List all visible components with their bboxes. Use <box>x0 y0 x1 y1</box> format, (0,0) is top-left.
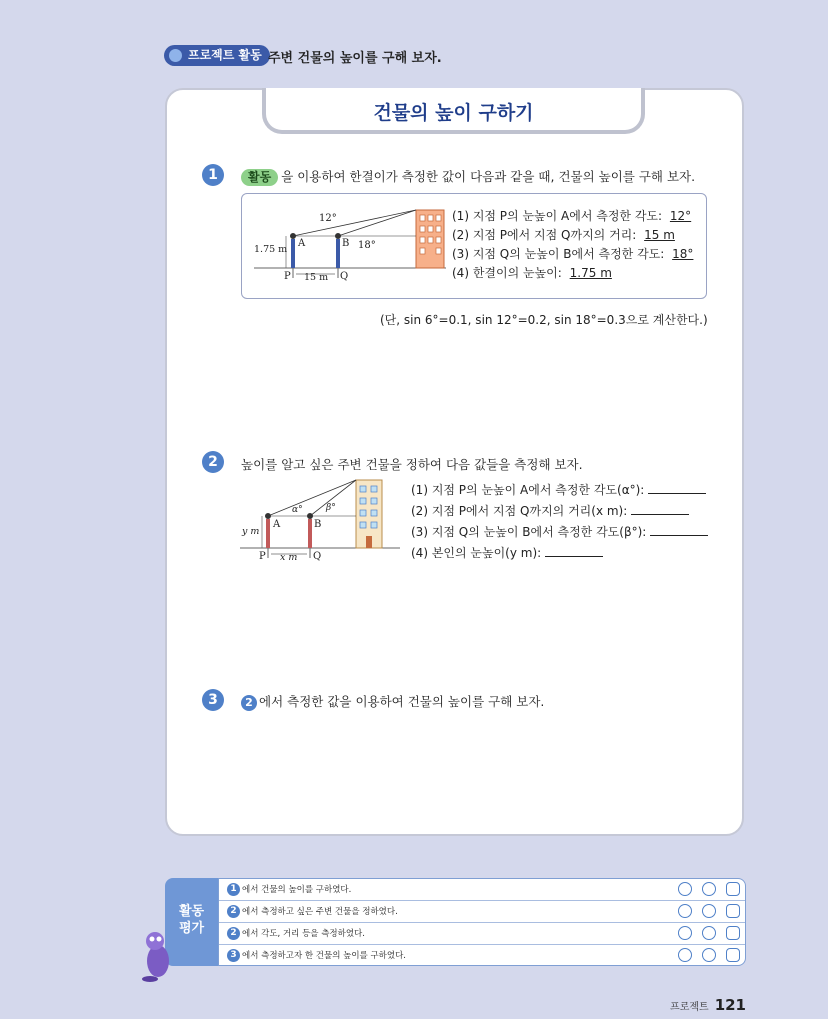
evaluation-row-label: 에서 측정하고자 한 건물의 높이를 구하였다. <box>242 951 407 961</box>
neutral-face-icon[interactable] <box>702 882 716 896</box>
evaluation-row-label: 에서 측정하고 싶은 주변 건물을 정하였다. <box>242 907 398 917</box>
question-1-body: 을 이용하여 한결이가 측정한 값이 다음과 같을 때, 건물의 높이를 구해 보자. <box>281 169 696 184</box>
frown-face-icon[interactable] <box>726 904 740 918</box>
answer-blank[interactable] <box>648 483 706 494</box>
measurement-2-value: 15 m <box>644 228 675 242</box>
diagram-1-p: P <box>284 271 291 282</box>
evaluation-label-line2: 평가 <box>178 921 205 936</box>
diagram-1-height: 1.75 m <box>254 244 288 255</box>
question-3-number: 3 <box>202 689 224 711</box>
project-icon <box>169 49 182 62</box>
footer-section: 프로젝트 <box>670 1002 709 1013</box>
page-footer <box>670 996 746 1014</box>
evaluation-label-line1: 활동 <box>178 904 205 919</box>
q2-measurement-4-label: (4) 본인의 눈높이(y m): <box>411 546 542 560</box>
diagram-2-alpha: α° <box>292 505 303 515</box>
q2-measurement-2 <box>411 501 708 522</box>
q2-measurement-3 <box>411 522 708 543</box>
question-ref-icon: 1 <box>227 883 240 896</box>
frown-face-icon[interactable] <box>726 926 740 940</box>
measurement-1 <box>452 207 716 226</box>
card-title: 건물의 높이 구하기 <box>373 102 534 124</box>
question-ref-icon: 2 <box>227 905 240 918</box>
project-badge-label: 프로젝트 활동 <box>188 48 262 62</box>
smile-face-icon[interactable] <box>678 926 692 940</box>
diagram-1 <box>246 200 446 286</box>
measurement-4 <box>452 264 716 283</box>
activity-tag: 활동 <box>241 169 278 186</box>
measurement-1-value: 12° <box>669 209 692 223</box>
question-1-measurements <box>452 207 716 283</box>
evaluation-row <box>219 923 745 945</box>
evaluation-row-label: 에서 각도, 거리 등을 측정하였다. <box>242 929 365 939</box>
neutral-face-icon[interactable] <box>702 948 716 962</box>
q2-measurement-3-label: (3) 지점 Q의 눈높이 B에서 측정한 각도(β°): <box>411 525 647 539</box>
diagram-1-q: Q <box>340 271 349 282</box>
answer-blank[interactable] <box>650 525 708 536</box>
question-ref-icon: 3 <box>227 949 240 962</box>
question-ref-icon: 2 <box>227 927 240 940</box>
measurement-2 <box>452 226 716 245</box>
answer-blank[interactable] <box>631 504 689 515</box>
answer-blank[interactable] <box>545 546 603 557</box>
measurement-4-label: (4) 한결이의 눈높이: <box>452 266 562 280</box>
measurement-1-label: (1) 지점 P의 눈높이 A에서 측정한 각도: <box>452 209 663 223</box>
project-title: 주변 건물의 높이를 구해 보자. <box>268 51 442 66</box>
question-2-text: 높이를 알고 싶은 주변 건물을 정하여 다음 값들을 측정해 보자. <box>241 457 583 472</box>
neutral-face-icon[interactable] <box>702 926 716 940</box>
evaluation-row-text <box>227 905 398 918</box>
evaluation-row-text <box>227 927 365 940</box>
smile-face-icon[interactable] <box>678 948 692 962</box>
diagram-1-angle-b: 18° <box>358 240 376 251</box>
project-activity-badge <box>164 45 270 66</box>
question-3-text <box>241 692 544 711</box>
diagram-1-b: B <box>342 238 350 249</box>
mascot-icon <box>140 925 176 983</box>
evaluation-row <box>219 945 745 967</box>
q2-measurement-1 <box>411 480 708 501</box>
question-2-measurements <box>411 480 708 564</box>
diagram-2-dist: x m <box>280 552 298 563</box>
frown-face-icon[interactable] <box>726 882 740 896</box>
question-ref-icon: 2 <box>241 695 257 711</box>
question-1-number: 1 <box>202 164 224 186</box>
diagram-2-p: P <box>259 551 266 562</box>
evaluation-row-text <box>227 949 406 962</box>
neutral-face-icon[interactable] <box>702 904 716 918</box>
diagram-1-a: A <box>298 238 306 249</box>
evaluation-row-label: 에서 건물의 높이를 구하였다. <box>242 885 352 895</box>
q2-measurement-2-label: (2) 지점 P에서 지점 Q까지의 거리(x m): <box>411 504 628 518</box>
measurement-4-value: 1.75 m <box>569 266 612 280</box>
diagram-1-angle-a: 12° <box>319 213 337 224</box>
evaluation-row <box>219 879 745 901</box>
smile-face-icon[interactable] <box>678 904 692 918</box>
diagram-2-beta: β° <box>326 503 336 513</box>
smile-face-icon[interactable] <box>678 882 692 896</box>
evaluation-row <box>219 901 745 923</box>
question-2-number: 2 <box>202 451 224 473</box>
evaluation-table <box>218 878 746 966</box>
frown-face-icon[interactable] <box>726 948 740 962</box>
measurement-3-value: 18° <box>672 247 694 261</box>
q2-measurement-4 <box>411 543 708 564</box>
diagram-2-a: A <box>273 519 281 530</box>
question-3-body: 에서 측정한 값을 이용하여 건물의 높이를 구해 보자. <box>259 694 545 709</box>
diagram-2-b: B <box>314 519 322 530</box>
q2-measurement-1-label: (1) 지점 P의 눈높이 A에서 측정한 각도(α°): <box>411 483 645 497</box>
evaluation-row-text <box>227 883 351 896</box>
page-number: 121 <box>714 996 746 1014</box>
calculation-note: (단, sin 6°=0.1, sin 12°=0.2, sin 18°=0.3으로 계산한다.) <box>380 313 708 327</box>
measurement-3-label: (3) 지점 Q의 눈높이 B에서 측정한 각도: <box>452 247 665 261</box>
measurement-2-label: (2) 지점 P에서 지점 Q까지의 거리: <box>452 228 637 242</box>
diagram-2-height: y m <box>242 526 260 537</box>
question-1-text <box>241 167 695 186</box>
diagram-2-q: Q <box>313 551 322 562</box>
diagram-2 <box>240 474 405 564</box>
diagram-1-dist: 15 m <box>304 272 329 283</box>
measurement-3 <box>452 245 716 264</box>
